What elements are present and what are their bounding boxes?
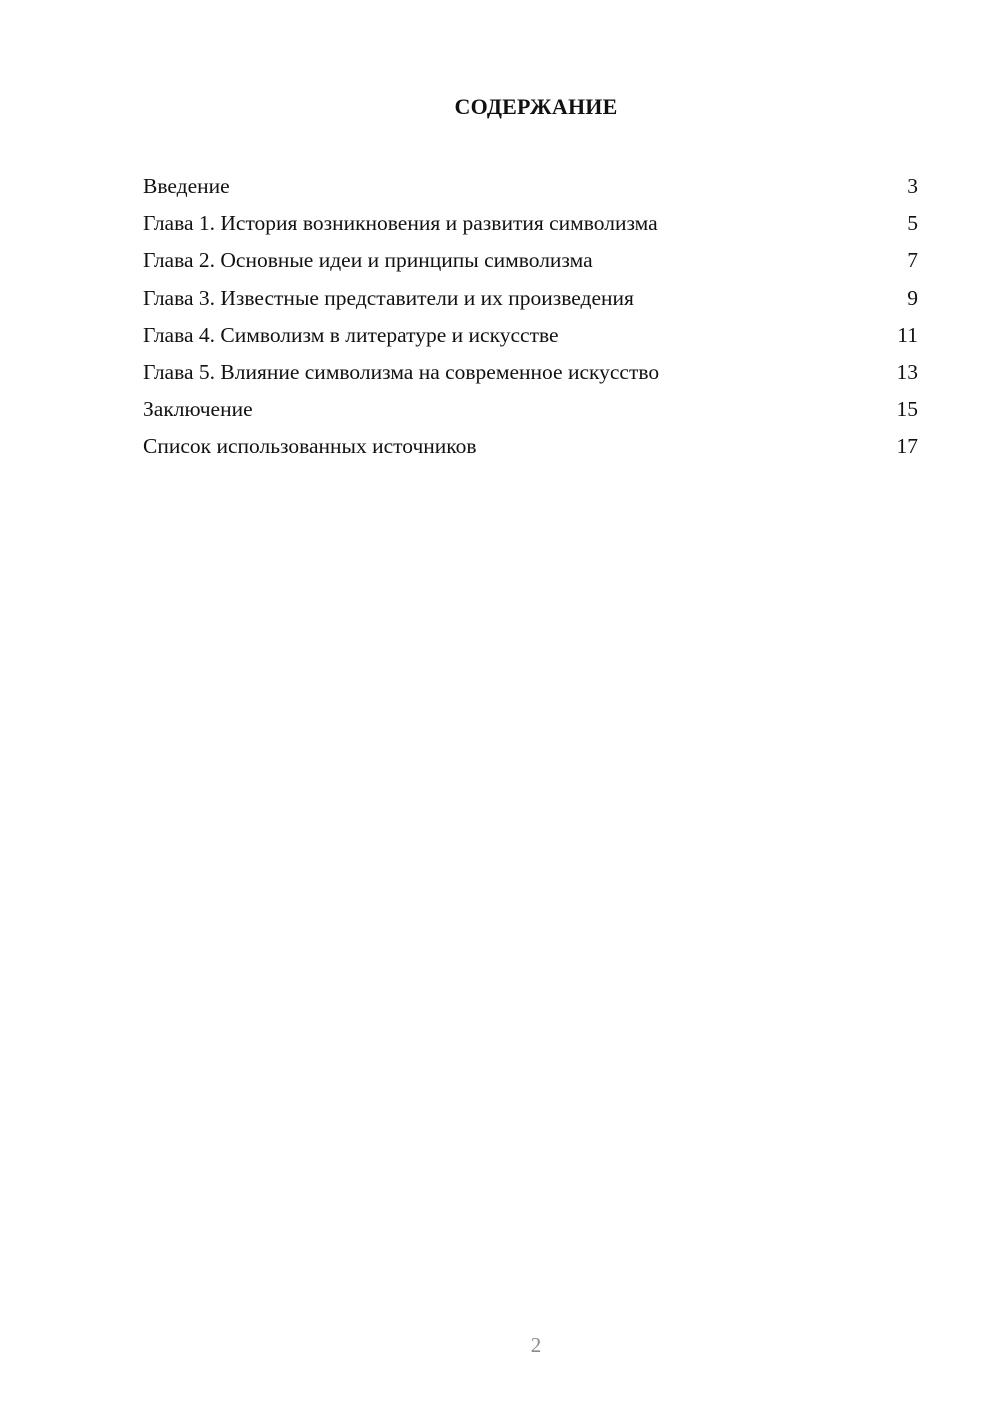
toc-entry-label: Глава 2. Основные идеи и принципы символизма	[143, 248, 593, 273]
toc-entry-chapter-4[interactable]	[143, 317, 918, 354]
toc-entry-label: Список использованных источников	[143, 434, 477, 459]
toc-entry-page: 5	[907, 211, 918, 236]
toc-entry-references[interactable]	[143, 428, 918, 465]
toc-entry-label: Глава 3. Известные представители и их произведения	[143, 285, 634, 310]
toc-entry-label: Глава 4. Символизм в литературе и искусстве	[143, 322, 559, 347]
page-number: 2	[530, 1333, 542, 1357]
toc-entry-page: 11	[897, 322, 918, 347]
table-of-contents	[143, 168, 918, 466]
toc-entry-chapter-2[interactable]	[143, 242, 918, 279]
toc-entry-page: 9	[907, 285, 918, 310]
toc-entry-chapter-1[interactable]	[143, 205, 918, 242]
toc-entry-chapter-3[interactable]	[143, 280, 918, 317]
toc-entry-introduction[interactable]	[143, 168, 918, 205]
toc-entry-page: 7	[907, 248, 918, 273]
toc-entry-label: Глава 5. Влияние символизма на современное искусство	[143, 359, 660, 384]
toc-entry-label: Заключение	[143, 397, 253, 422]
toc-entry-conclusion[interactable]	[143, 391, 918, 428]
toc-entry-page: 15	[896, 397, 918, 422]
toc-entry-chapter-5[interactable]	[143, 354, 918, 391]
toc-entry-page: 3	[907, 174, 918, 198]
toc-entry-page: 17	[896, 434, 918, 459]
page-title: СОДЕРЖАНИЕ	[454, 94, 618, 119]
toc-entry-page: 13	[896, 359, 918, 384]
toc-entry-label: Глава 1. История возникновения и развития символизма	[143, 211, 658, 236]
toc-entry-label: Введение	[143, 174, 230, 198]
